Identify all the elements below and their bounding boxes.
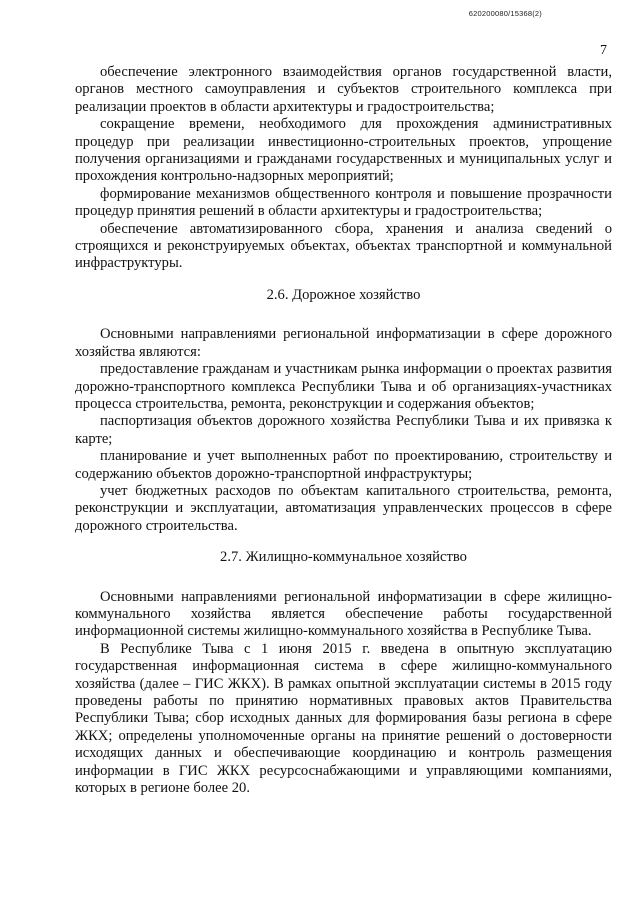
paragraph: учет бюджетных расходов по объектам капитального строительства, ремонта, реконструкции и эксплуатации, автоматизация управленческих процессов в сфере дорожного строительства. bbox=[75, 482, 612, 534]
paragraph: обеспечение электронного взаимодействия органов государственной власти, органов местного самоуправления и субъектов строительного комплекса при реализации проектов в области архитектуры и градостроительства; bbox=[75, 64, 612, 115]
paragraph: планирование и учет выполненных работ по проектированию, строительству и содержанию объектов дорожно-транспортной инфраструктуры; bbox=[75, 448, 612, 482]
paragraph: Основными направлениями региональной информатизации в сфере жилищно-коммунального хозяйства является обеспечение работы государственной информационной системы жилищно-коммунального хозяйства в Республике Тыва. bbox=[75, 588, 612, 640]
section-heading-housing: 2.7. Жилищно-коммунальное хозяйство bbox=[220, 549, 467, 566]
section-heading-road: 2.6. Дорожное хозяйство bbox=[266, 286, 421, 303]
paragraph: предоставление гражданам и участникам рынка информации о проектах развития дорожно-транспортного комплекса Республики Тыва и об организациях-участниках процесса строительства, ремонта, реконструкции и содержания объектов; bbox=[75, 361, 612, 412]
paragraph: Основными направлениями региональной информатизации в сфере дорожного хозяйства являются: bbox=[75, 326, 612, 360]
document-body bbox=[75, 64, 612, 797]
document-code: 620200080/15368(2) bbox=[468, 9, 542, 18]
paragraph: В Республике Тыва с 1 июня 2015 г. введена в опытную эксплуатацию государственная информационная система в сфере жилищно-коммунального хозяйства (далее – ГИС ЖКХ). В рамках опытной эксплуатации системы в 2015 году проведены работы по принятию нормативных правовых актов Правительства Республики Тыва; сбор исходных данных для формирования базы региона в сфере ЖКХ; определены уполномоченные органы на принятие решений о достоверности исходящих данных и обеспечивающие координацию и контроль размещения информации в ГИС ЖКХ ресурсоснабжающими и управляющими компаниями, которых в регионе более 20. bbox=[75, 640, 612, 797]
paragraph: сокращение времени, необходимого для прохождения административных процедур при реализации инвестиционно-строительных проектов, упрощение получения организациями и гражданами государственных и муниципальных услуг и прохождения контрольно-надзорных мероприятий; bbox=[75, 116, 612, 185]
paragraph: паспортизация объектов дорожного хозяйства Республики Тыва и их привязка к карте; bbox=[75, 413, 612, 447]
paragraph: обеспечение автоматизированного сбора, хранения и анализа сведений о строящихся и реконструируемых объектах, объектах транспортной и коммунальной инфраструктуры. bbox=[75, 220, 612, 272]
paragraph: формирование механизмов общественного контроля и повышение прозрачности процедур принятия решений в области архитектуры и градостроительства; bbox=[75, 185, 612, 220]
page-number: 7 bbox=[600, 43, 607, 58]
